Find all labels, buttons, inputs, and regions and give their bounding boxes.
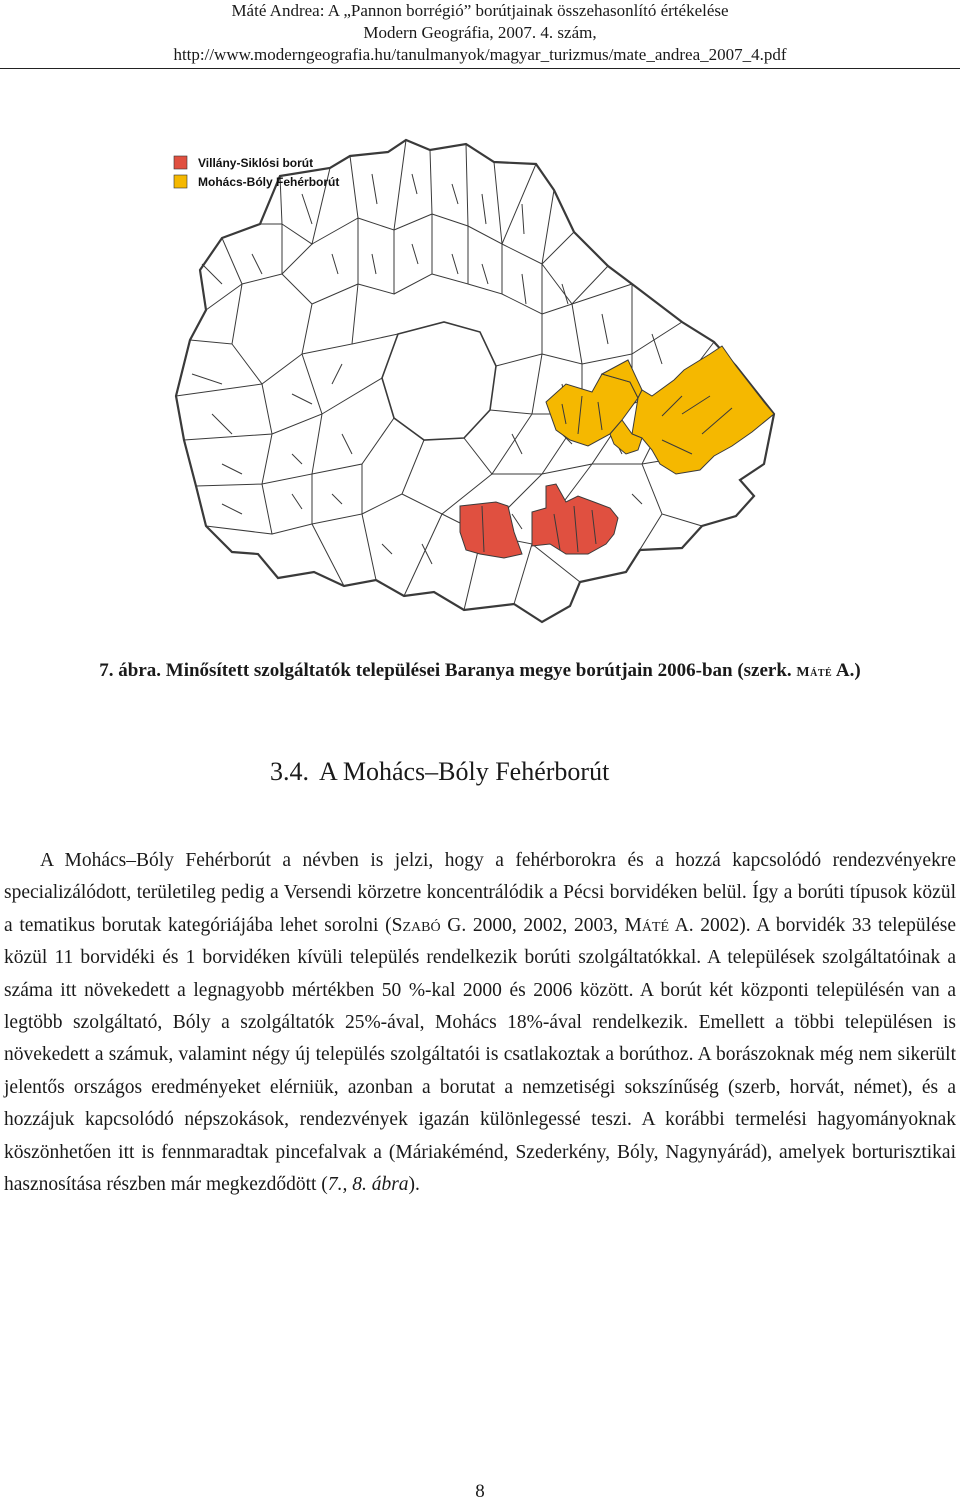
baranya-wine-route-map [162,134,798,624]
caption-suffix: A.) [832,660,861,681]
legend-label-villany: Villány-Siklósi borút [198,156,314,170]
running-header [0,0,960,66]
text-run-1: A Mohács–Bóly Fehérborút a névben is jelzi, hogy a fehérborokra és a hozzá kapcsolódó rendezvényekre specializálódott, területileg pedig a Versendi körzetre koncentrálódik a Pécsi borvidéken belül. Így a borúti típusok közül a tematikus borutak kategóriájába lehet sorolni ( [4,850,956,936]
citation-author-mate: Máté [624,914,670,936]
body-paragraph [4,845,956,1201]
header-rule [0,68,960,69]
header-journal: Modern Geográfia, 2007. 4. szám, [363,23,597,42]
legend-swatch-villany [174,156,187,169]
section-number: 3.4. [270,757,309,786]
section-title: A Mohács–Bóly Fehérborút [319,757,610,786]
paragraph-text [4,845,956,1201]
section-heading [270,757,609,787]
text-run-3: A. 2002). A borvidék 33 települése közül 11 borvidéki és 1 borvidéken kívüli település rendelkezik borúti szolgáltatókkal. A települések szolgáltatóinak a száma itt növekedett a legnagyobb mértékben 50 %-kal 2000 és 2006 között. A borút két központi településén van a legtöbb szolgáltató, Bóly a szolgáltatók 25%-ával, Mohács 18%-ával rendelkezik. Emellett a többi településen is növekedett a számuk, valamint négy új település szolgáltatói is csatlakoztak a borúthoz. A borászoknak még nem sikerült jelentős országos eredményeket elérniük, azonban a borutat a nemzetiségi sokszínűség (szerb, horvát, német), és a hozzájuk kapcsolódó népszokások, rendezvények igazán különlegessé teszi. A korábbi termelési hagyományoknak köszönhetően itt is fennmaradtak pincefalvak a (Máriakéménd, Szederkény, Bóly, Nagynyárád), amelyek borturisztikai hasznosítása részben már megkezdődött ( [4,914,956,1196]
caption-text: 7. ábra. Minősített szolgáltatók települései Baranya megye borútjain 2006-ban (szerk. [99,660,797,681]
text-run-4: ). [408,1174,420,1196]
header-url[interactable]: http://www.moderngeografia.hu/tanulmanyok/magyar_turizmus/mate_andrea_2007_4.pdf [173,45,787,64]
legend-swatch-mohacs [174,175,187,188]
header-article-title: Máté Andrea: A „Pannon borrégió” borútjainak összehasonlító értékelése [231,1,729,20]
legend-label-mohacs: Mohács-Bóly Fehérborút [198,175,340,189]
citation-author-szabo: Szabó [391,914,441,936]
text-run-2: G. 2000, 2002, 2003, [440,914,625,936]
figure-reference: 7., 8. ábra [327,1174,409,1196]
page-number: 8 [475,1481,485,1502]
map-figure [162,134,798,624]
figure-caption [0,660,960,682]
caption-author: Máté [796,665,833,680]
